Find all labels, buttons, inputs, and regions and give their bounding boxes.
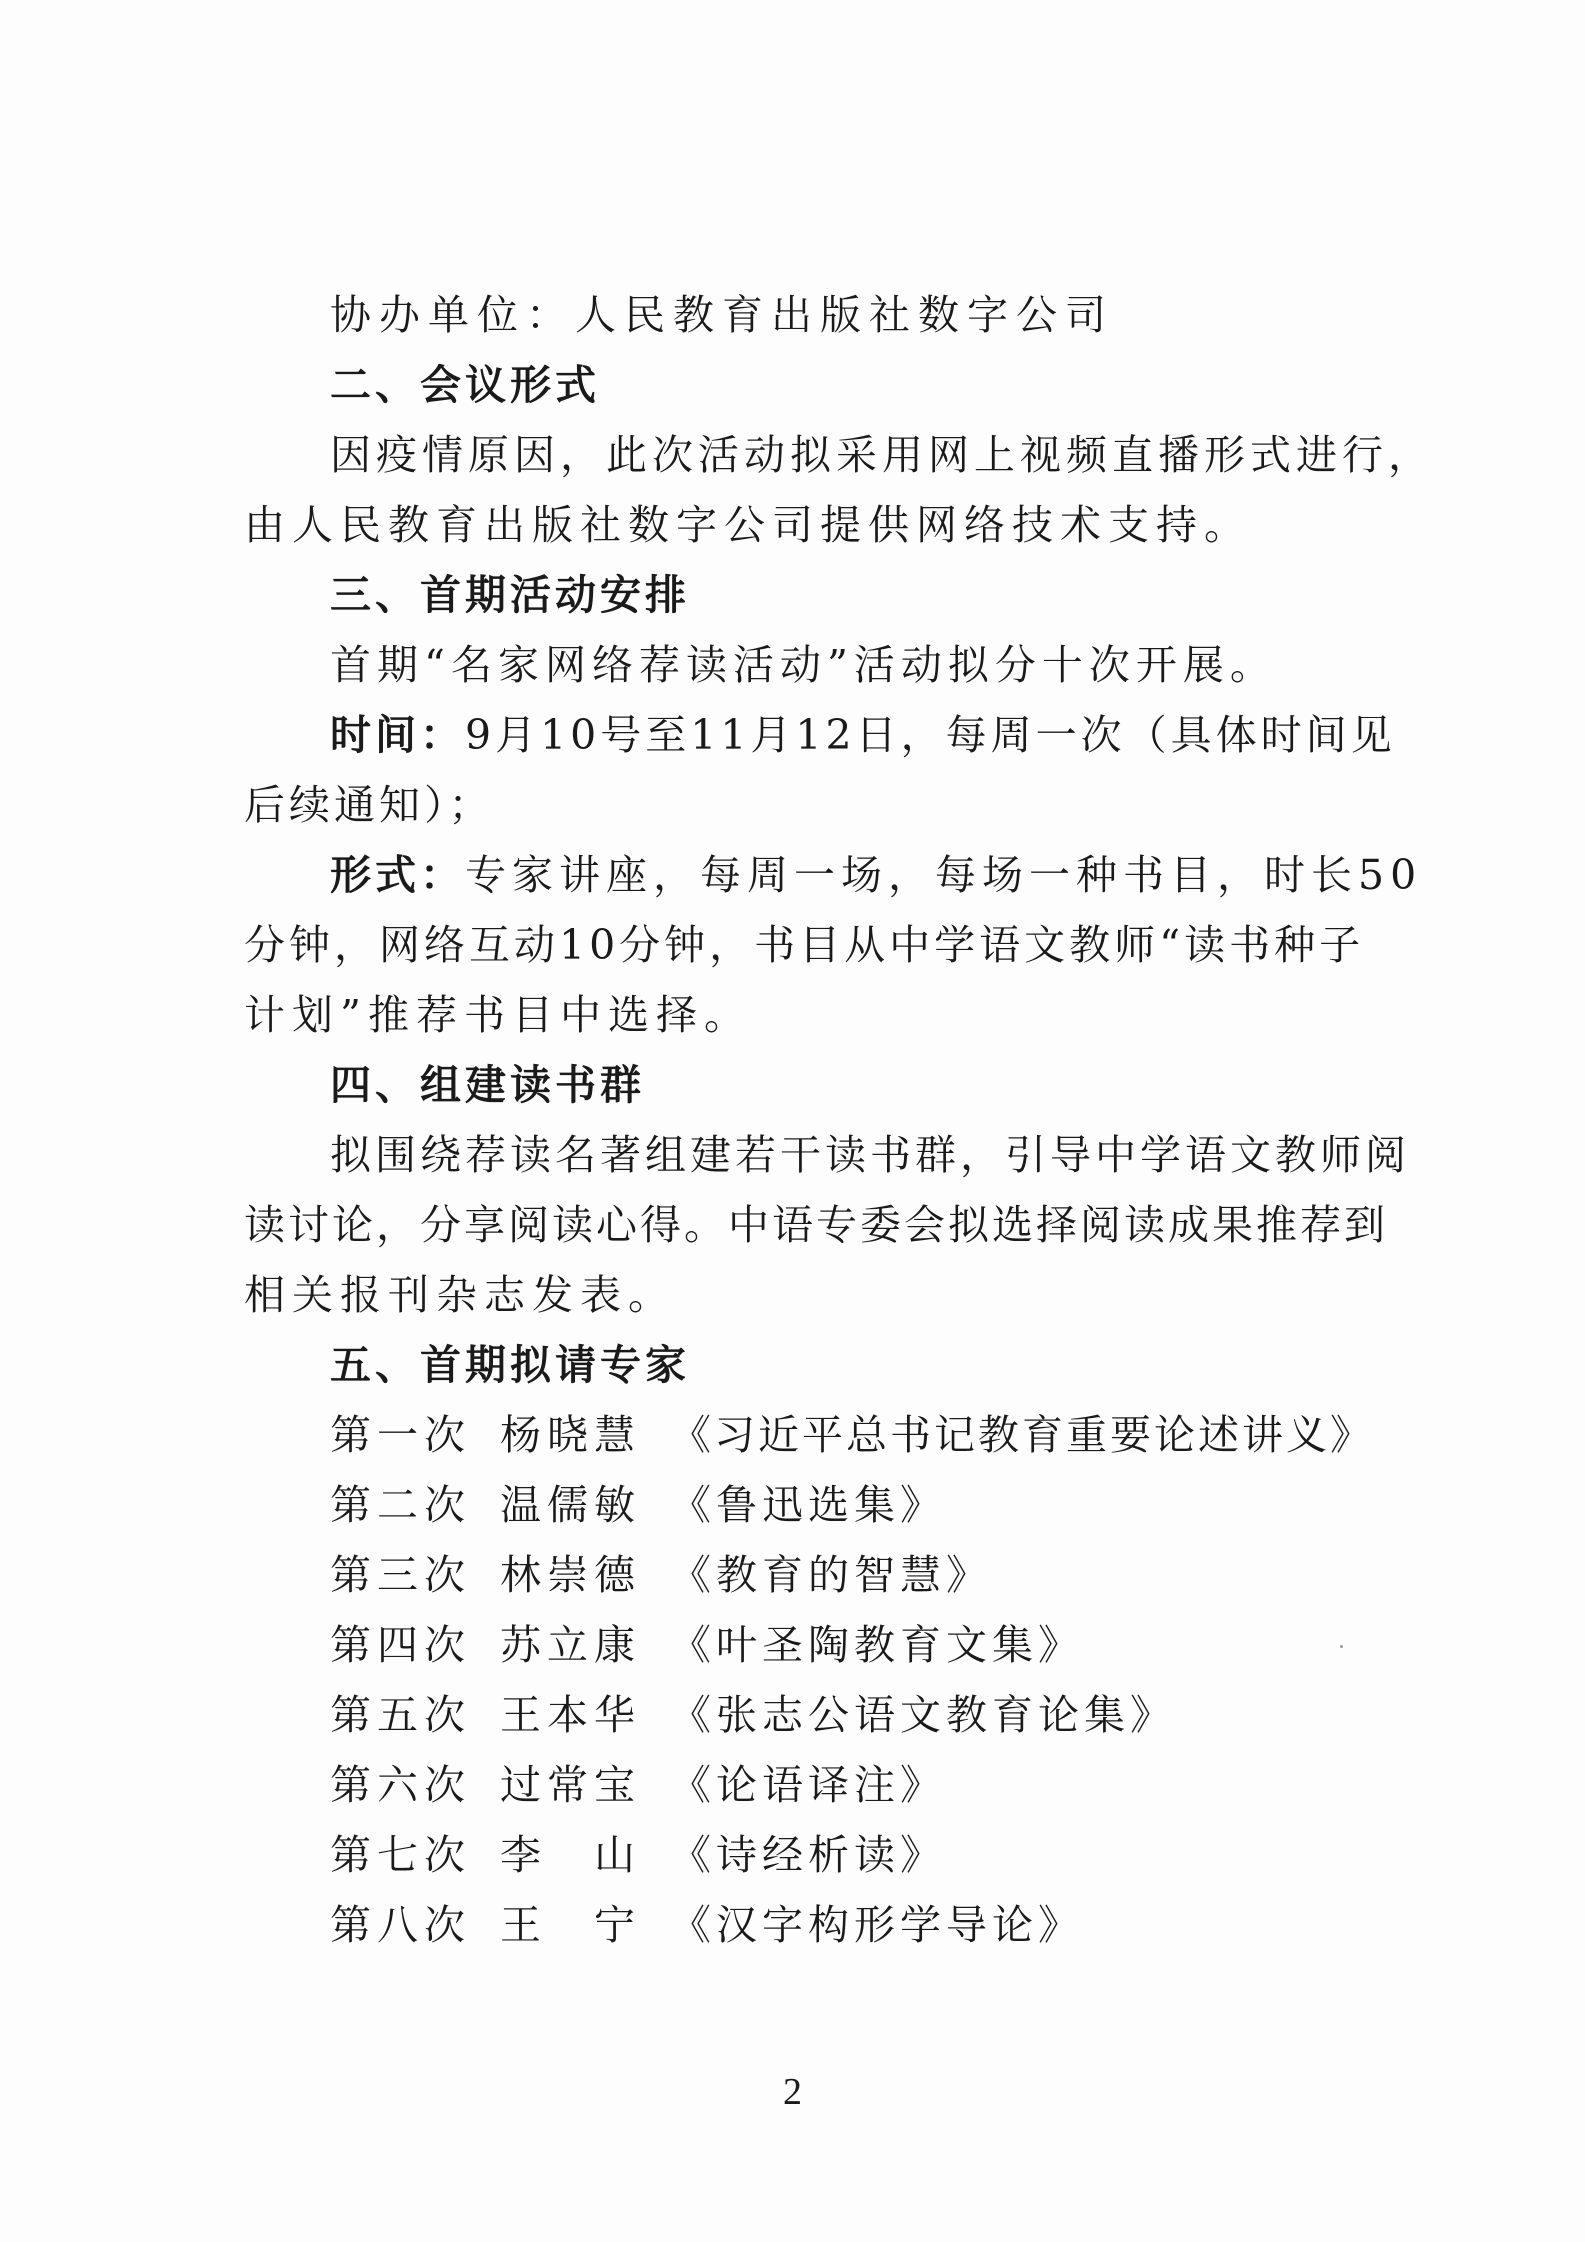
section4-para-line1: 拟围绕荐读名著组建若干读书群，引导中学语文教师阅 — [330, 1131, 1410, 1179]
expert-order: 第八次 — [330, 1901, 471, 1949]
time-text: 9月10号至11月12日，每周一次（具体时间见 — [465, 711, 1396, 759]
expert-book: 《汉字构形学导论》 — [670, 1901, 1084, 1949]
expert-order: 第六次 — [330, 1761, 471, 1809]
co-organizer-line: 协办单位：人民教育出版社数字公司 — [330, 291, 1114, 339]
expert-name: 杨晓慧 — [500, 1411, 641, 1459]
expert-book: 《习近平总书记教育重要论述讲义》 — [670, 1411, 1374, 1459]
expert-order: 第一次 — [330, 1411, 471, 1459]
expert-order: 第四次 — [330, 1621, 471, 1669]
form-text: 专家讲座，每周一场，每场一种书目，时长50 — [465, 851, 1423, 899]
time-line1 — [330, 710, 1396, 760]
time-line2: 后续通知）； — [244, 781, 494, 829]
expert-book: 《张志公语文教育论集》 — [670, 1691, 1176, 1739]
expert-name: 林崇德 — [500, 1551, 641, 1599]
expert-book: 《论语译注》 — [670, 1761, 946, 1809]
form-line2: 分钟，网络互动10分钟，书目从中学语文教师“读书种子 — [244, 921, 1365, 969]
page-number: 2 — [783, 2071, 802, 2113]
section4-heading: 四、组建读书群 — [330, 1061, 645, 1109]
expert-name: 王本华 — [500, 1691, 641, 1739]
form-line3: 计划”推荐书目中选择。 — [244, 991, 752, 1039]
expert-book: 《诗经析读》 — [670, 1831, 946, 1879]
expert-order: 第七次 — [330, 1831, 471, 1879]
expert-name: 李 山 — [500, 1831, 641, 1879]
section2-para-line2: 由人民教育出版社数字公司提供网络技术支持。 — [244, 501, 1252, 549]
section2-para-line1: 因疫情原因，此次活动拟采用网上视频直播形式进行， — [330, 431, 1434, 479]
expert-order: 第二次 — [330, 1481, 471, 1529]
expert-book: 《叶圣陶教育文集》 — [670, 1621, 1084, 1669]
time-label: 时间： — [330, 711, 465, 759]
scan-speck — [1340, 1645, 1343, 1648]
section3-intro: 首期“名家网络荐读活动”活动拟分十次开展。 — [330, 641, 1277, 689]
expert-book: 《教育的智慧》 — [670, 1551, 992, 1599]
expert-name: 过常宝 — [500, 1761, 641, 1809]
expert-name: 苏立康 — [500, 1621, 641, 1669]
section3-heading: 三、首期活动安排 — [330, 571, 690, 619]
section5-heading: 五、首期拟请专家 — [330, 1341, 690, 1389]
expert-name: 温儒敏 — [500, 1481, 641, 1529]
expert-order: 第五次 — [330, 1691, 471, 1739]
expert-name: 王 宁 — [500, 1901, 641, 1949]
expert-order: 第三次 — [330, 1551, 471, 1599]
expert-book: 《鲁迅选集》 — [670, 1481, 946, 1529]
form-label: 形式： — [330, 851, 465, 899]
section4-para-line2: 读讨论，分享阅读心得。中语专委会拟选择阅读成果推荐到 — [244, 1201, 1388, 1249]
form-line1 — [330, 850, 1422, 900]
section2-heading: 二、会议形式 — [330, 361, 600, 409]
section4-para-line3: 相关报刊杂志发表。 — [244, 1271, 676, 1319]
